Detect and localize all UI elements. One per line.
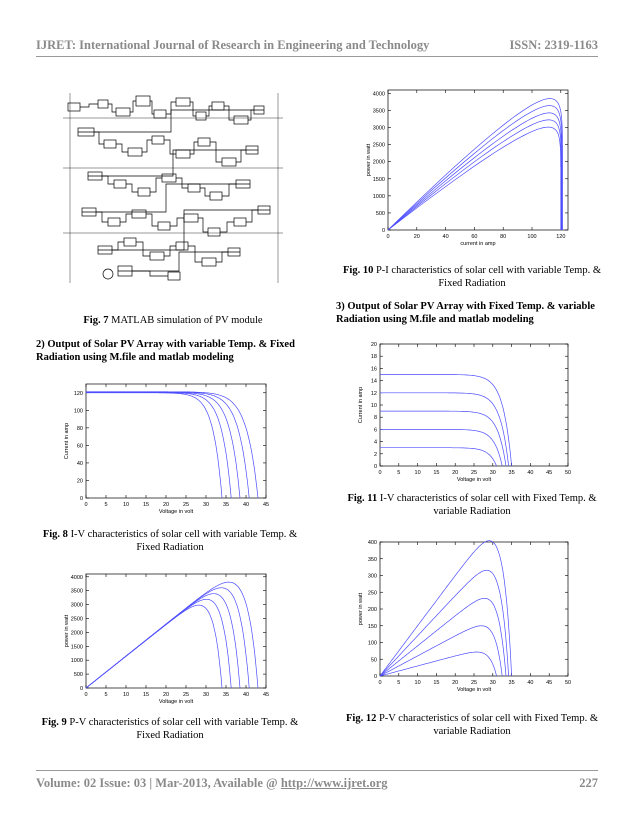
x-tick-label: 35 bbox=[222, 692, 230, 698]
y-tick-label: 20 bbox=[76, 478, 83, 485]
x-tick-label: 20 bbox=[452, 680, 459, 686]
y-tick-label: 500 bbox=[375, 210, 385, 217]
x-tick-label: 10 bbox=[122, 502, 130, 508]
y-tick-label: 2000 bbox=[372, 159, 385, 166]
x-tick-label: 15 bbox=[142, 692, 150, 698]
x-tick-label: 30 bbox=[489, 680, 496, 686]
y-axis-label: power in watt bbox=[64, 614, 70, 648]
plot-frame bbox=[86, 574, 266, 688]
fig11-chart bbox=[350, 338, 576, 486]
x-tick-label: 5 bbox=[397, 470, 401, 476]
x-tick-label: 80 bbox=[500, 234, 507, 240]
y-tick-label: 250 bbox=[367, 590, 377, 597]
y-tick-label: 400 bbox=[367, 540, 377, 546]
y-tick-label: 16 bbox=[370, 366, 377, 373]
x-tick-label: 15 bbox=[433, 680, 440, 686]
x-tick-label: 20 bbox=[452, 470, 459, 476]
y-tick-label: 200 bbox=[367, 607, 377, 613]
x-tick-label: 120 bbox=[556, 234, 566, 240]
y-tick-label: 4 bbox=[373, 439, 377, 446]
y-tick-label: 300 bbox=[367, 573, 377, 580]
footer-volume: Volume: 02 Issue: 03 | Mar-2013, Available @ http://www.ijret.org bbox=[36, 776, 388, 790]
x-tick-label: 25 bbox=[470, 680, 478, 686]
x-tick-label: 30 bbox=[489, 470, 496, 476]
x-tick-label: 45 bbox=[546, 470, 553, 476]
x-tick-label: 20 bbox=[162, 692, 170, 698]
x-tick-label: 0 bbox=[84, 502, 88, 508]
x-axis-label: Voltage in volt bbox=[456, 687, 492, 693]
y-tick-label: 2000 bbox=[70, 630, 83, 637]
y-tick-label: 4000 bbox=[70, 574, 83, 581]
x-tick-label: 0 bbox=[84, 692, 88, 698]
x-tick-label: 40 bbox=[527, 470, 534, 476]
y-tick-label: 1500 bbox=[372, 176, 385, 183]
fig8-chart bbox=[56, 378, 274, 518]
x-axis-label: Voltage in volt bbox=[456, 477, 492, 483]
y-tick-label: 150 bbox=[367, 623, 377, 630]
y-tick-label: 0 bbox=[79, 686, 83, 692]
fig12-caption: Fig. 12 P-V characteristics of solar cell with Fixed Temp. & variable Radiation bbox=[345, 713, 598, 737]
x-tick-label: 45 bbox=[262, 692, 270, 698]
fig7-caption: Fig. 7 MATLAB simulation of PV module bbox=[83, 315, 263, 326]
y-tick-label: 40 bbox=[76, 460, 83, 467]
fig9-chart bbox=[56, 568, 274, 708]
y-tick-label: 60 bbox=[76, 443, 83, 450]
page-number: 227 bbox=[579, 776, 598, 790]
x-tick-label: 35 bbox=[222, 502, 230, 508]
x-tick-label: 100 bbox=[527, 234, 537, 240]
fig7-simulink-diagram bbox=[58, 88, 290, 288]
x-tick-label: 0 bbox=[386, 234, 390, 240]
fig10-caption: Fig. 10 P-I characteristics of solar cell with variable Temp. & Fixed Radiation bbox=[342, 265, 601, 289]
y-tick-label: 14 bbox=[370, 378, 377, 385]
fig12-chart bbox=[350, 536, 576, 696]
y-tick-label: 350 bbox=[367, 556, 377, 563]
y-tick-label: 8 bbox=[373, 415, 377, 422]
y-tick-label: 4000 bbox=[372, 91, 385, 98]
footer-rule bbox=[36, 770, 598, 771]
y-axis-label: power in watt bbox=[366, 143, 372, 177]
y-tick-label: 1000 bbox=[70, 658, 83, 665]
x-tick-label: 45 bbox=[262, 502, 270, 508]
y-tick-label: 3500 bbox=[372, 108, 385, 115]
y-tick-label: 2500 bbox=[372, 142, 385, 149]
y-tick-label: 12 bbox=[370, 390, 377, 397]
fig8-caption: Fig. 8 I-V characteristics of solar cell with variable Temp. & Fixed Radiation bbox=[42, 529, 298, 553]
y-tick-label: 0 bbox=[381, 228, 385, 234]
y-tick-label: 0 bbox=[79, 496, 83, 502]
x-tick-label: 5 bbox=[104, 502, 108, 508]
x-tick-label: 40 bbox=[527, 680, 534, 686]
x-tick-label: 5 bbox=[104, 692, 108, 698]
x-tick-label: 10 bbox=[414, 470, 421, 476]
fig11-caption: Fig. 11 I-V characteristics of solar cell with Fixed Temp. & variable Radiation bbox=[347, 493, 597, 517]
x-tick-label: 45 bbox=[546, 680, 553, 686]
y-tick-label: 100 bbox=[367, 640, 377, 647]
plot-frame bbox=[86, 384, 266, 498]
x-axis-label: Voltage in volt bbox=[158, 699, 194, 705]
x-tick-label: 20 bbox=[413, 234, 420, 240]
x-tick-label: 40 bbox=[442, 234, 449, 240]
y-tick-label: 6 bbox=[373, 427, 377, 434]
x-tick-label: 0 bbox=[378, 680, 382, 686]
y-tick-label: 20 bbox=[370, 342, 377, 348]
x-tick-label: 35 bbox=[508, 680, 515, 686]
page-header bbox=[36, 30, 598, 52]
header-rule bbox=[36, 56, 598, 57]
x-tick-label: 50 bbox=[564, 680, 572, 686]
y-tick-label: 0 bbox=[373, 674, 377, 680]
x-tick-label: 25 bbox=[470, 470, 478, 476]
x-tick-label: 30 bbox=[202, 692, 210, 698]
section-2-heading: 2) Output of Solar PV Array with variable Temp. & Fixed Radiation using M.file and matlab modeling bbox=[36, 339, 295, 363]
y-tick-label: 2 bbox=[373, 451, 377, 458]
x-tick-label: 15 bbox=[142, 502, 150, 508]
y-tick-label: 1500 bbox=[70, 644, 83, 651]
journal-link[interactable]: http://www.ijret.org bbox=[280, 776, 388, 790]
x-tick-label: 15 bbox=[433, 470, 440, 476]
x-axis-label: current in amp bbox=[460, 241, 496, 247]
x-tick-label: 5 bbox=[397, 680, 401, 686]
y-tick-label: 3000 bbox=[70, 602, 83, 609]
x-tick-label: 20 bbox=[162, 502, 170, 508]
section-3-heading: 3) Output of Solar PV Array with Fixed Temp. & variable Radiation using M.file and matlab modeling bbox=[336, 301, 595, 325]
x-tick-label: 50 bbox=[564, 470, 572, 476]
y-tick-label: 3000 bbox=[372, 125, 385, 132]
y-axis-label: Current in amp bbox=[64, 422, 70, 460]
y-tick-label: 18 bbox=[370, 354, 377, 361]
y-tick-label: 10 bbox=[370, 403, 377, 409]
x-tick-label: 25 bbox=[182, 502, 190, 508]
x-tick-label: 40 bbox=[242, 502, 250, 508]
y-tick-label: 1000 bbox=[372, 193, 385, 200]
y-tick-label: 120 bbox=[73, 390, 83, 397]
y-tick-label: 100 bbox=[73, 408, 83, 415]
plot-frame bbox=[380, 542, 568, 676]
fig9-caption: Fig. 9 P-V characteristics of solar cell with variable Temp. & Fixed Radiation bbox=[41, 717, 299, 741]
issn: ISSN: 2319-1163 bbox=[509, 38, 598, 52]
x-tick-label: 25 bbox=[182, 692, 190, 698]
y-tick-label: 50 bbox=[370, 657, 377, 664]
x-tick-label: 10 bbox=[122, 692, 130, 698]
x-tick-label: 35 bbox=[508, 470, 515, 476]
y-tick-label: 500 bbox=[73, 672, 83, 679]
fig10-chart bbox=[358, 84, 576, 250]
y-axis-label: power in watt bbox=[358, 592, 364, 626]
y-tick-label: 80 bbox=[76, 425, 83, 432]
x-tick-label: 10 bbox=[414, 680, 421, 686]
page-footer bbox=[36, 776, 598, 796]
journal-title: IJRET: International Journal of Research in Engineering and Technology bbox=[36, 38, 430, 52]
x-tick-label: 30 bbox=[202, 502, 210, 508]
x-tick-label: 60 bbox=[471, 234, 478, 240]
y-axis-label: Current in amp bbox=[358, 386, 364, 424]
x-tick-label: 0 bbox=[378, 470, 382, 476]
x-axis-label: Voltage in volt bbox=[158, 509, 194, 515]
y-tick-label: 3500 bbox=[70, 588, 83, 595]
y-tick-label: 2500 bbox=[70, 616, 83, 623]
x-tick-label: 40 bbox=[242, 692, 250, 698]
y-tick-label: 0 bbox=[373, 464, 377, 470]
